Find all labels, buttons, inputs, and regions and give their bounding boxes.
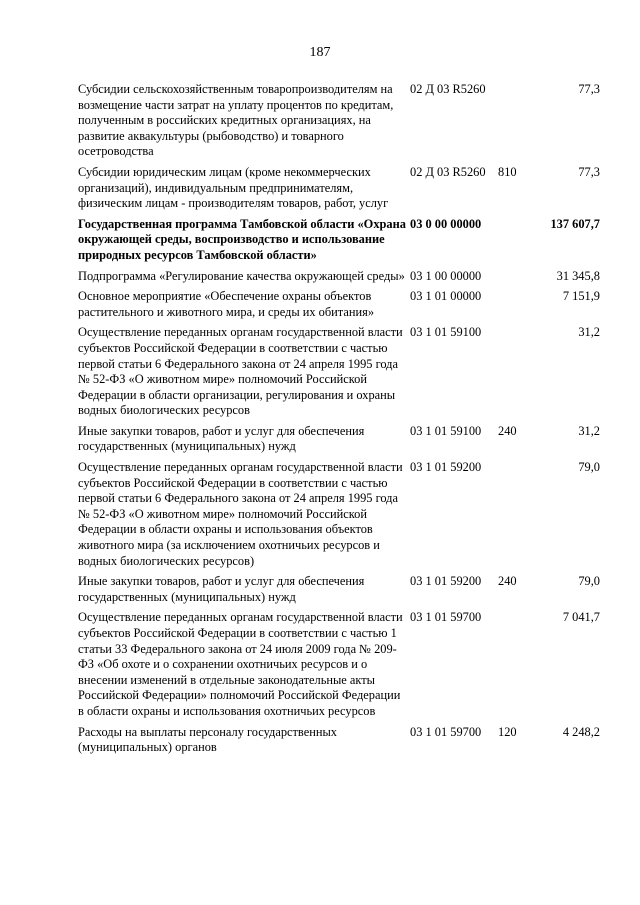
- row-amount: 31,2: [578, 423, 600, 438]
- row-type: 810: [498, 164, 517, 179]
- table-row: [78, 289, 600, 320]
- row-name: Осуществление переданных органам государственной власти субъектов Российской Федерации в соответствии с частью первой статьи 6 Федерального закона от 24 апреля 1995 года № 52-ФЗ «О животном мире» полномочий Российской Федерации в области организации, регулирования и охраны водных биологических ресурсов: [78, 325, 403, 418]
- row-amount: 4 248,2: [562, 724, 600, 739]
- row-name: Подпрограмма «Регулирование качества окружающей среды»: [78, 268, 405, 283]
- row-amount: 79,0: [578, 574, 600, 589]
- table-row: [78, 325, 600, 419]
- row-amount: 31 345,8: [556, 268, 600, 283]
- row-code: 03 1 00 00000: [410, 268, 482, 283]
- row-type: 240: [498, 423, 517, 438]
- table-row: [78, 574, 600, 605]
- row-name: Субсидии сельскохозяйственным товаропроизводителям на возмещение части затрат на уплату процентов по кредитам, полученным в российских кредитных организациях, на развитие аквакультуры (рыбоводство) и товарного осетроводства: [78, 82, 394, 159]
- row-amount: 77,3: [578, 82, 600, 96]
- row-code: 03 1 01 59100: [410, 325, 482, 340]
- table-row: [78, 165, 600, 212]
- row-name: Иные закупки товаров, работ и услуг для обеспечения государственных (муниципальных) нужд: [78, 423, 365, 454]
- table-row: [78, 460, 600, 569]
- table-row: [78, 269, 600, 285]
- row-code: 03 1 01 59700: [410, 724, 482, 739]
- row-code: 03 1 01 59100: [410, 423, 482, 438]
- row-name: Осуществление переданных органам государственной власти субъектов Российской Федерации в соответствии с частью первой статьи 6 Федерального закона от 24 апреля 1995 года № 52-ФЗ «О животном мире» полномочий Российской Федерации в области охраны и использования объектов животного мира (за исключением охотничьих ресурсов и водных биологических ресурсов): [78, 460, 403, 568]
- row-name: Субсидии юридическим лицам (кроме некоммерческих организаций), индивидуальным предпринимателям, физическим лицам - производителям товаров, работ, услуг: [78, 164, 389, 211]
- row-name: Основное мероприятие «Обеспечение охраны объектов растительного и животного мира, и среды их обитания»: [78, 289, 375, 319]
- row-type: 120: [498, 724, 517, 739]
- table-row: [78, 610, 600, 719]
- row-code: 02 Д 03 R5260: [410, 164, 486, 179]
- budget-table: [78, 82, 600, 761]
- row-name: Расходы на выплаты персоналу государственных (муниципальных) органов: [78, 724, 337, 755]
- row-code: 03 0 00 00000: [410, 216, 482, 231]
- row-name: Иные закупки товаров, работ и услуг для обеспечения государственных (муниципальных) нужд: [78, 574, 365, 604]
- row-type: 240: [498, 574, 517, 589]
- row-amount: 137 607,7: [550, 216, 600, 231]
- row-amount: 79,0: [578, 460, 600, 475]
- row-code: 03 1 01 00000: [410, 289, 482, 304]
- row-code: 03 1 01 59200: [410, 574, 482, 589]
- row-amount: 7 151,9: [562, 289, 600, 304]
- row-code: 02 Д 03 R5260: [410, 82, 486, 96]
- table-row: [78, 82, 600, 160]
- row-code: 03 1 01 59700: [410, 610, 482, 625]
- row-amount: 7 041,7: [562, 610, 600, 625]
- row-amount: 31,2: [578, 325, 600, 340]
- row-amount: 77,3: [578, 164, 600, 179]
- row-name: Государственная программа Тамбовской области «Охрана окружающей среды, воспроизводство и использование природных ресурсов Тамбовской области»: [78, 216, 406, 262]
- table-row: [78, 217, 600, 264]
- page-number: 187: [309, 45, 331, 60]
- row-code: 03 1 01 59200: [410, 460, 482, 475]
- table-row: [78, 725, 600, 756]
- row-name: Осуществление переданных органам государственной власти субъектов Российской Федерации в соответствии с частью 1 статьи 33 Федерального закона от 24 июля 2009 года № 209-ФЗ «Об охоте и о сохранении охотничьих ресурсов и о внесении изменений в отдельные законодательные акты Российской Федерации» полномочий Российской Федерации в области охраны и использования охотничьих ресурсов: [78, 610, 403, 718]
- table-row: [78, 424, 600, 455]
